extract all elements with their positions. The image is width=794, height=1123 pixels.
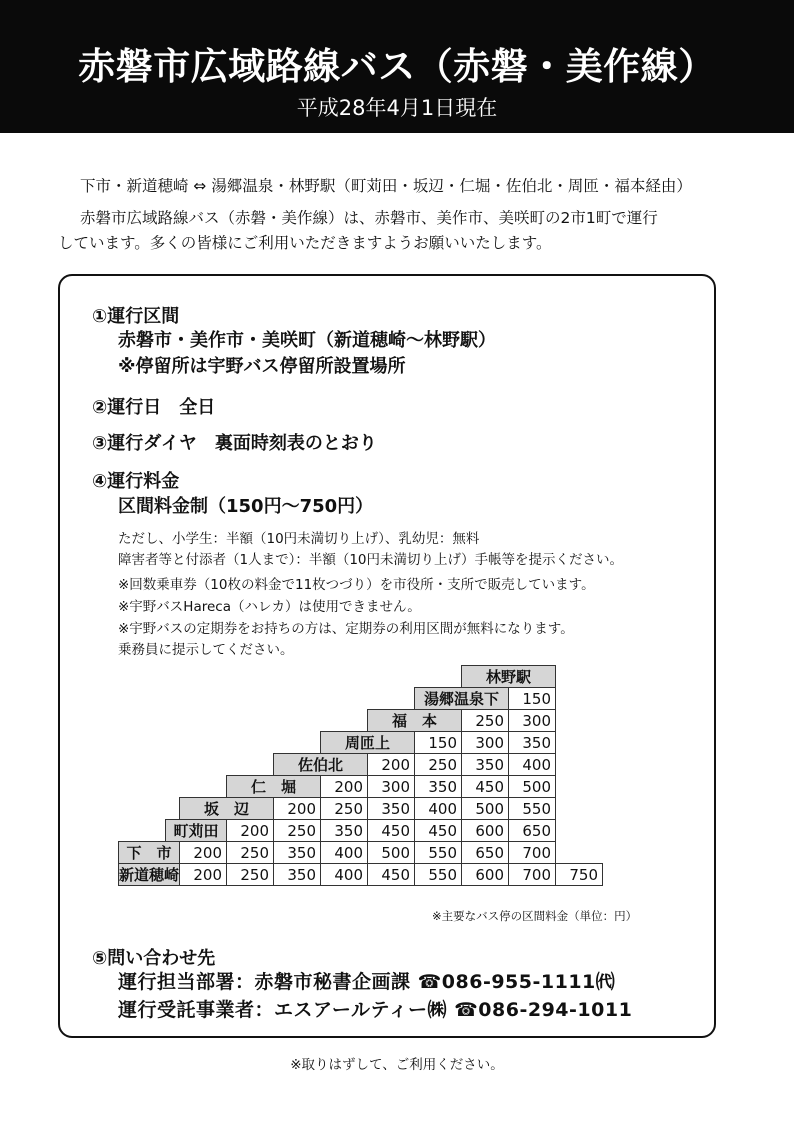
fare-cell: 200 [321, 776, 368, 798]
empty-cell [119, 776, 227, 798]
fare-cell: 350 [368, 798, 415, 820]
section-days-heading: ②運行日 全日 [92, 397, 216, 418]
fare-cell: 450 [462, 776, 509, 798]
stop-label: 佐伯北 [274, 754, 368, 776]
fare-cell: 450 [368, 820, 415, 842]
stop-label: 仁 堀 [227, 776, 321, 798]
fare-cell: 150 [415, 732, 462, 754]
empty-cell [119, 820, 166, 842]
empty-cell [119, 688, 415, 710]
empty-cell [119, 798, 180, 820]
table-row [119, 842, 603, 864]
fare-system: 区間料金制（150円～750円） [118, 496, 374, 517]
section-contact-heading: ⑤問い合わせ先 [92, 948, 216, 969]
stop-label: 湯郷温泉下 [415, 688, 509, 710]
fare-cell: 250 [462, 710, 509, 732]
fare-cell: 550 [415, 864, 462, 886]
table-row [119, 666, 603, 688]
fare-cell: 500 [462, 798, 509, 820]
fare-note: ※宇野バスHareca（ハレカ）は使用できません。 [118, 599, 421, 615]
fare-cell: 600 [462, 864, 509, 886]
fare-cell: 350 [415, 776, 462, 798]
table-row [119, 776, 603, 798]
empty-cell [119, 710, 368, 732]
header-banner [0, 0, 794, 133]
fare-cell: 300 [462, 732, 509, 754]
contact-line-2: 運行受託事業者：エスアールティー㈱ ☎086-294-1011 [118, 999, 633, 1021]
fare-cell: 350 [509, 732, 556, 754]
fare-cell: 250 [321, 798, 368, 820]
stop-label: 町苅田 [166, 820, 227, 842]
section-schedule-heading: ③運行ダイヤ 裏面時刻表のとおり [92, 433, 377, 454]
fare-cell: 350 [274, 864, 321, 886]
fare-cell: 250 [415, 754, 462, 776]
fare-cell: 150 [509, 688, 556, 710]
stop-label: 坂 辺 [180, 798, 274, 820]
section-fare-heading: ④運行料金 [92, 471, 180, 492]
fare-cell: 550 [415, 842, 462, 864]
stop-label: 福 本 [368, 710, 462, 732]
fare-cell: 300 [368, 776, 415, 798]
fare-cell: 450 [415, 820, 462, 842]
fare-cell: 200 [180, 864, 227, 886]
fare-cell: 450 [368, 864, 415, 886]
section-area-line1: 赤磐市・美作市・美咲町（新道穂崎～林野駅） [118, 330, 496, 351]
fare-cell: 200 [368, 754, 415, 776]
fare-cell: 400 [415, 798, 462, 820]
fare-note: 障害者等と付添者（1人まで）：半額（10円未満切り上げ）手帳等を提示ください。 [118, 552, 624, 568]
fare-cell: 650 [509, 820, 556, 842]
table-note: ※主要なバス停の区間料金（単位：円） [432, 909, 638, 923]
footer-note: ※取りはずして、ご利用ください。 [290, 1057, 504, 1073]
page-title: 赤磐市広域路線バス（赤磐・美作線） [78, 45, 716, 88]
fare-cell: 250 [227, 842, 274, 864]
fare-cell: 200 [180, 842, 227, 864]
fare-cell: 400 [321, 842, 368, 864]
fare-cell: 500 [368, 842, 415, 864]
table-row [119, 754, 603, 776]
page-subtitle: 平成28年4月1日現在 [296, 96, 498, 120]
fare-cell: 250 [227, 864, 274, 886]
fare-cell: 250 [274, 820, 321, 842]
fare-cell: 350 [274, 842, 321, 864]
fare-note: ※宇野バスの定期券をお持ちの方は、定期券の利用区間が無料になります。 [118, 621, 574, 637]
stop-label: 新道穂崎 [119, 864, 180, 886]
section-area-line2: ※停留所は宇野バス停留所設置場所 [118, 356, 406, 377]
fare-cell: 700 [509, 842, 556, 864]
fare-cell: 500 [509, 776, 556, 798]
stop-label: 周匝上 [321, 732, 415, 754]
fare-cell: 550 [509, 798, 556, 820]
fare-note: ただし、小学生：半額（10円未満切り上げ）、乳幼児：無料 [118, 531, 480, 547]
table-row [119, 820, 603, 842]
stop-label: 下 市 [119, 842, 180, 864]
table-row [119, 732, 603, 754]
section-area-heading: ①運行区間 [92, 306, 180, 327]
fare-cell: 400 [509, 754, 556, 776]
fare-cell: 600 [462, 820, 509, 842]
empty-cell [119, 666, 462, 688]
table-row [119, 798, 603, 820]
fare-cell: 750 [556, 864, 603, 886]
stop-label: 林野駅 [462, 666, 556, 688]
fare-cell: 350 [462, 754, 509, 776]
fare-cell: 200 [227, 820, 274, 842]
empty-cell [119, 754, 274, 776]
route-summary: 下市・新道穂崎 ⇔ 湯郷温泉・林野駅（町苅田・坂辺・仁堀・佐伯北・周匝・福本経由） [80, 177, 692, 195]
fare-table [118, 665, 603, 886]
intro-line-2: しています。多くの皆様にご利用いただきますようお願いいたします。 [58, 234, 552, 252]
table-row [119, 864, 603, 886]
fare-note: ※回数乗車券（10枚の料金で11枚つづり）を市役所・支所で販売しています。 [118, 577, 595, 593]
fare-cell: 350 [321, 820, 368, 842]
table-row [119, 688, 603, 710]
fare-cell: 700 [509, 864, 556, 886]
intro-line-1: 赤磐市広域路線バス（赤磐・美作線）は、赤磐市、美作市、美咲町の2市1町で運行 [80, 209, 658, 227]
table-row [119, 710, 603, 732]
fare-cell: 300 [509, 710, 556, 732]
fare-cell: 400 [321, 864, 368, 886]
fare-cell: 200 [274, 798, 321, 820]
fare-cell: 650 [462, 842, 509, 864]
empty-cell [119, 732, 321, 754]
fare-note: 乗務員に提示してください。 [118, 642, 294, 658]
contact-line-1: 運行担当部署：赤磐市秘書企画課 ☎086-955-1111㈹ [118, 971, 616, 993]
